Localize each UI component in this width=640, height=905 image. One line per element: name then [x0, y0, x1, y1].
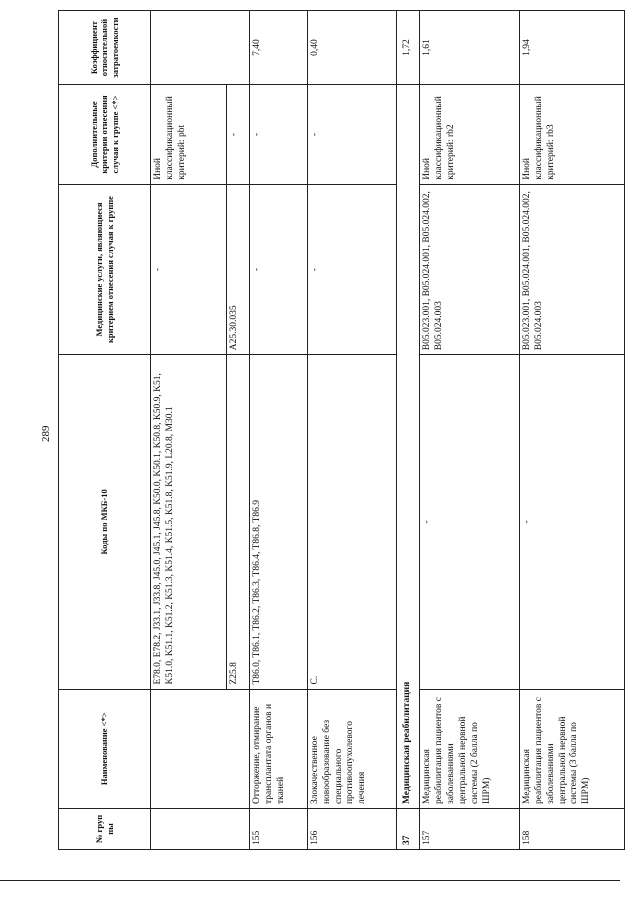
row-additional: Иной классификационный критерий: rb3 [519, 85, 624, 185]
row-additional: - [307, 85, 396, 185]
row-services: B05.023.001, B05.024.001, B05.024.002, B05.024.003 [519, 184, 624, 354]
row-name: Медицинская реабилитация пациентов с заболеваниями центральной нервной системы (3 балла по ШРМ) [519, 689, 624, 809]
cont-num-cell [151, 809, 250, 850]
cont-name-cell [151, 689, 250, 809]
cont-codes-cell: E78.0, E78.2, J33.1, J33.8, J45.0, J45.1, J45.8, K50.0, K50.1, K50.8, K50.9, K51, K51.0, K51.1, K51.2, K51.3, K51.4, K51.5, K51.8, K51.9, L20.8, M30.1 [151, 355, 227, 689]
section-title: Медицинская реабилитация [397, 85, 420, 809]
row-num: 158 [519, 809, 624, 850]
cont-additional-cell-2: - [227, 85, 250, 185]
rotated-table-container [58, 10, 625, 850]
table-row [420, 11, 520, 850]
row-services: B05.023.001, B05.024.001, B05.024.002, B05.024.003 [420, 184, 520, 354]
row-codes: - [519, 355, 624, 689]
row-num: 156 [307, 809, 396, 850]
section-row [397, 11, 420, 850]
row-num: 155 [250, 809, 308, 850]
header-codes: Коды по МКБ-10 [59, 355, 151, 689]
page-number: 289 [40, 425, 52, 442]
row-coef: 1,94 [519, 11, 624, 85]
table-row [250, 11, 308, 850]
bottom-divider [0, 880, 620, 881]
row-codes: - [420, 355, 520, 689]
header-coef: Коэффициент относительной затратоемкости [59, 11, 151, 85]
row-codes: T86.0, T86.1, T86.2, T86.3, T86.4, T86.8, T86.9 [250, 355, 308, 689]
header-row [59, 11, 151, 850]
row-coef: 0,40 [307, 11, 396, 85]
cont-codes-cell-2: Z25.8 [227, 355, 250, 689]
section-coef: 1,72 [397, 11, 420, 85]
row-codes: C. [307, 355, 396, 689]
header-name: Наименование <*> [59, 689, 151, 809]
cont-services-cell-2: A25.30.035 [227, 184, 250, 354]
row-coef: 1,61 [420, 11, 520, 85]
row-name: Злокачественное новообразование без специального противоопухолевого лечения [307, 689, 396, 809]
section-num: 37 [397, 809, 420, 850]
row-num: 157 [420, 809, 520, 850]
cont-services-cell: - [151, 184, 227, 354]
table-row [519, 11, 624, 850]
header-services: Медицинские услуги, являющиеся критерием отнесения случая к группе [59, 184, 151, 354]
table-row-cont-1 [151, 11, 227, 850]
table-row [307, 11, 396, 850]
cont-additional-cell: Иной классификационный критерий: pbt [151, 85, 227, 185]
row-additional: - [250, 85, 308, 185]
row-services: - [250, 184, 308, 354]
cont-coef-cell [151, 11, 250, 85]
header-additional: Дополнительные критерии отнесения случая к группе <*> [59, 85, 151, 185]
ksg-table [58, 10, 625, 850]
row-additional: Иной классификационный критерий: rb2 [420, 85, 520, 185]
header-num: № груп пы [59, 809, 151, 850]
row-coef: 7,40 [250, 11, 308, 85]
row-name: Отторжение, отмирание трансплантата органов и тканей [250, 689, 308, 809]
row-services: - [307, 184, 396, 354]
row-name: Медицинская реабилитация пациентов с заболеваниями центральной нервной системы (2 балла по ШРМ) [420, 689, 520, 809]
